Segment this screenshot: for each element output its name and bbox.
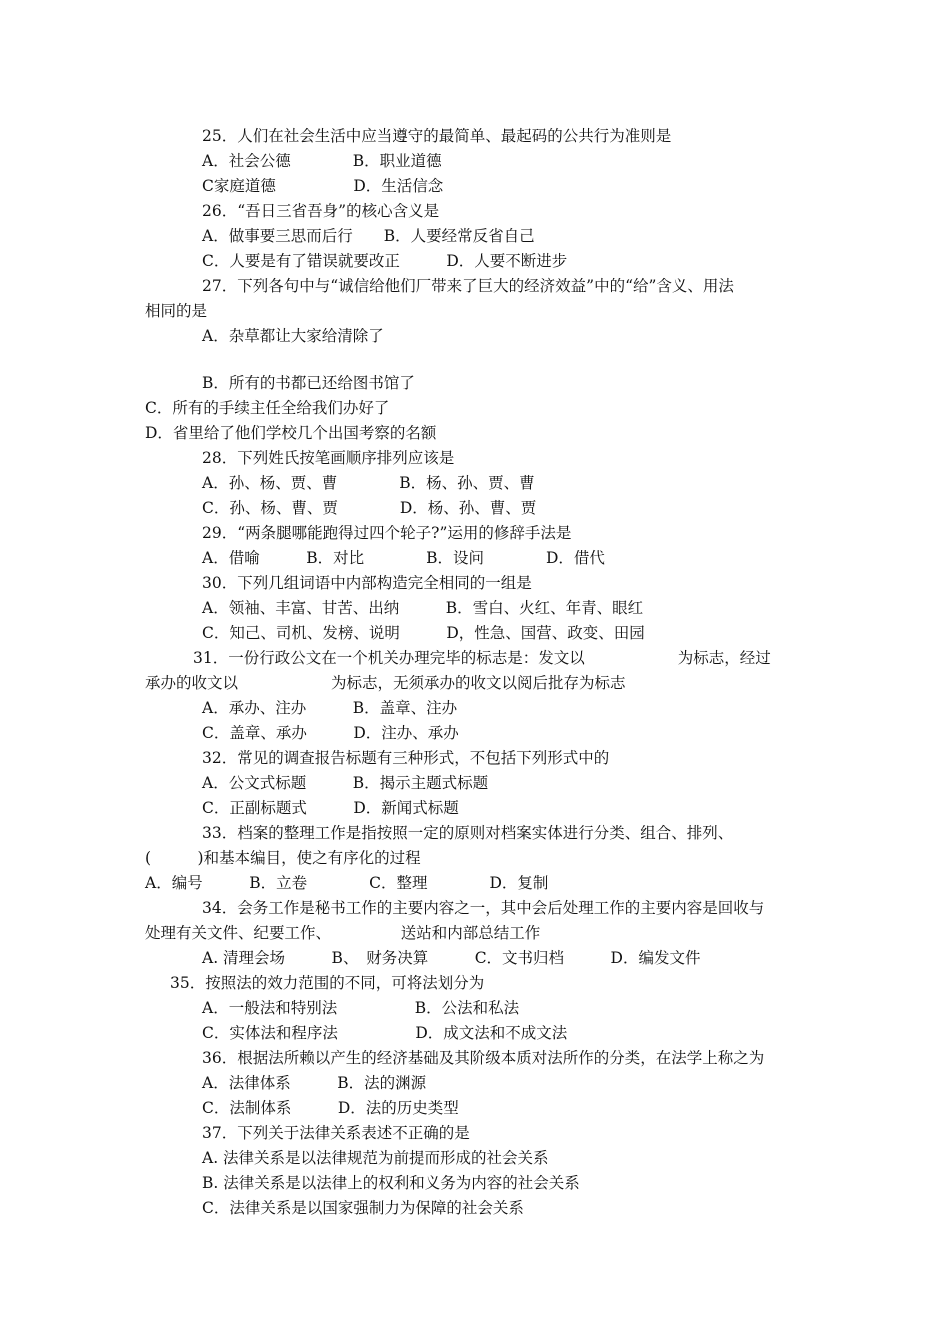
q37-option-a: A. 法律关系是以法律规范为前提而形成的社会关系 — [202, 1149, 549, 1167]
q37-option-b: B. 法律关系是以法律上的权利和义务为内容的社会关系 — [202, 1174, 580, 1192]
q30-options-cd: C．知己、司机、发榜、说明 D，性急、国营、政变、田园 — [202, 624, 645, 642]
q32-options-ab: A．公文式标题 B．揭示主题式标题 — [202, 774, 489, 792]
q27-option-a: A．杂草都让大家给清除了 — [202, 327, 384, 345]
q29-options: A．借喻 B．对比 B．设问 D．借代 — [202, 549, 605, 567]
question-32: 32．常见的调查报告标题有三种形式，不包括下列形式中的 — [202, 749, 610, 767]
question-34: 34．会务工作是秘书工作的主要内容之一，其中会后处理工作的主要内容是回收与 — [202, 899, 765, 917]
q27-option-c: C．所有的手续主任全给我们办好了 — [145, 399, 390, 417]
q27-option-b: B．所有的书都已还给图书馆了 — [202, 374, 415, 392]
q32-options-cd: C．正副标题式 D．新闻式标题 — [202, 799, 459, 817]
q37-option-c: C．法律关系是以国家强制力为保障的社会关系 — [202, 1199, 524, 1217]
q36-options-cd: C．法制体系 D．法的历史类型 — [202, 1099, 459, 1117]
question-31-cont: 承办的收文以 为标志，无须承办的收文以阅后批存为标志 — [145, 674, 626, 692]
question-35: 35．按照法的效力范围的不同，可将法划分为 — [170, 974, 485, 992]
question-28: 28．下列姓氏按笔画顺序排列应该是 — [202, 449, 455, 467]
q26-options-ab: A．做事要三思而后行 B．人要经常反省自己 — [202, 227, 535, 245]
q28-options-cd: C．孙、杨、曹、贾 D．杨、孙、曹、贾 — [202, 499, 537, 517]
q33-options: A．编号 B．立卷 C．整理 D．复制 — [145, 874, 549, 892]
question-36: 36．根据法所赖以产生的经济基础及其阶级本质对法所作的分类，在法学上称之为 — [202, 1049, 765, 1067]
question-30: 30．下列几组词语中内部构造完全相同的一组是 — [202, 574, 532, 592]
question-34-cont: 处理有关文件、纪要工作、 送站和内部总结工作 — [145, 924, 541, 942]
q36-options-ab: A．法律体系 B．法的渊源 — [202, 1074, 427, 1092]
q31-options-ab: A．承办、注办 B．盖章、注办 — [202, 699, 458, 717]
question-27-cont: 相同的是 — [145, 302, 208, 320]
q35-options-cd: C．实体法和程序法 D．成文法和不成文法 — [202, 1024, 568, 1042]
question-25: 25．人们在社会生活中应当遵守的最简单、最起码的公共行为准则是 — [202, 127, 672, 145]
q26-options-cd: C．人要是有了错误就要改正 D．人要不断进步 — [202, 252, 568, 270]
q25-options-ab: A．社会公德 B．职业道德 — [202, 152, 442, 170]
q35-options-ab: A．一般法和特别法 B．公法和私法 — [202, 999, 520, 1017]
question-27: 27．下列各句中与“诚信给他们厂带来了巨大的经济效益”中的“给”含义、用法 — [202, 277, 734, 295]
q28-options-ab: A．孙、杨、贾、曹 B．杨、孙、贾、曹 — [202, 474, 535, 492]
question-37: 37．下列关于法律关系表述不正确的是 — [202, 1124, 470, 1142]
q34-options: A. 清理会场 B、 财务决算 C．文书归档 D．编发文件 — [202, 949, 701, 967]
q30-options-ab: A．领袖、丰富、甘苦、出纳 B．雪白、火红、年青、眼红 — [202, 599, 644, 617]
q31-options-cd: C．盖章、承办 D．注办、承办 — [202, 724, 459, 742]
question-31: 31．一份行政公文在一个机关办理完毕的标志是：发文以 为标志，经过 — [193, 649, 771, 667]
question-33: 33．档案的整理工作是指按照一定的原则对档案实体进行分类、组合、排列、 — [202, 824, 734, 842]
question-26: 26．“吾日三省吾身”的核心含义是 — [202, 202, 440, 220]
question-29: 29．“两条腿哪能跑得过四个轮子?”运用的修辞手法是 — [202, 524, 572, 542]
question-33-cont: ( )和基本编目，使之有序化的过程 — [145, 849, 421, 867]
q27-option-d: D．省里给了他们学校几个出国考察的名额 — [145, 424, 437, 442]
q25-options-cd: C家庭道德 D．生活信念 — [202, 177, 444, 195]
